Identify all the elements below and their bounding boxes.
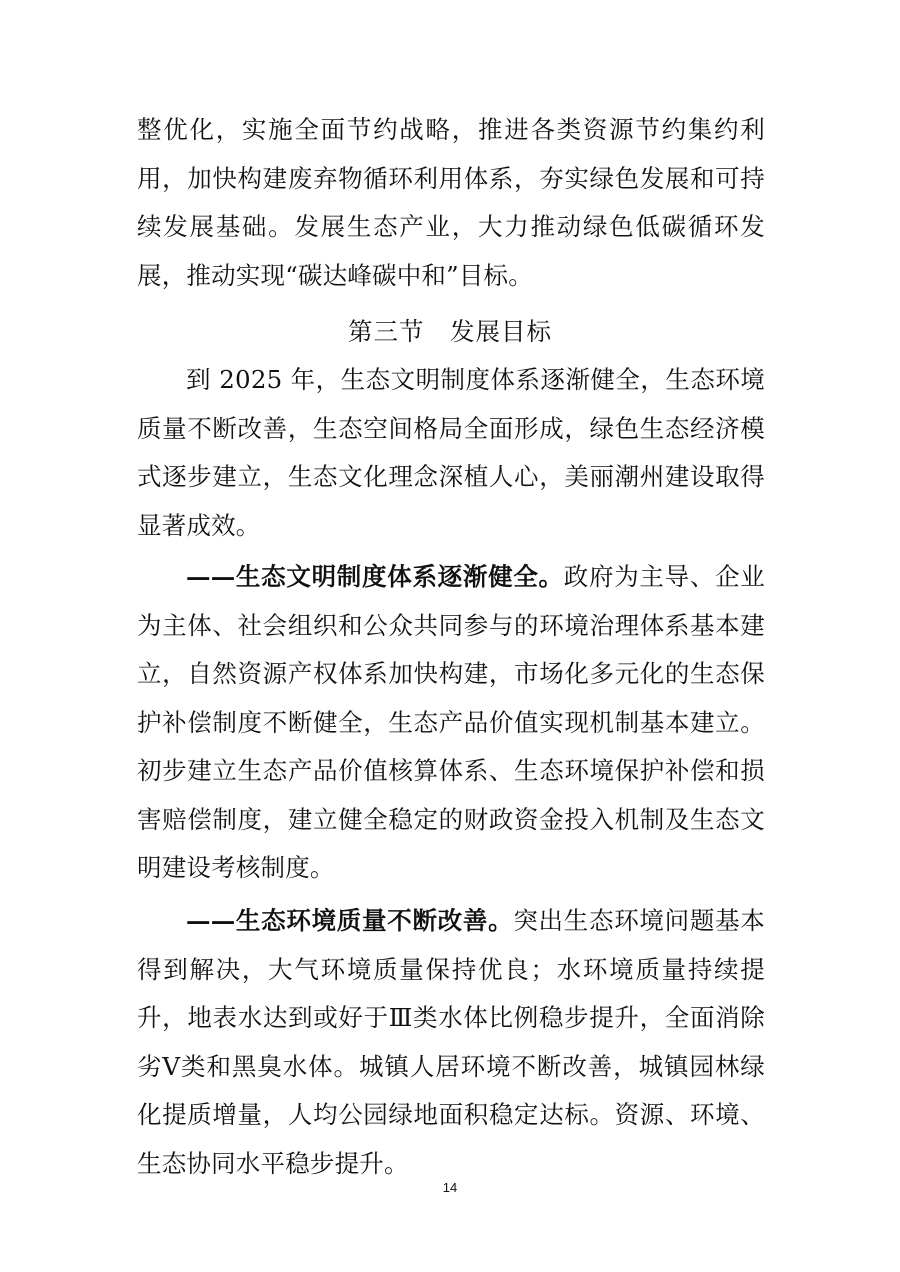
paragraph-goal-2025: 到 2025 年，生态文明制度体系逐渐健全，生态环境质量不断改善，生态空间格局全面形成，绿色生态经济模式逐步建立，生态文化理念深植人心，美丽潮州建设取得显著成效。 — [137, 365, 765, 540]
paragraph-lead-institution: ——生态文明制度体系逐渐健全。 — [186, 562, 564, 591]
paragraph-institution-system — [137, 553, 765, 893]
paragraph-environment-quality — [137, 897, 765, 1188]
page-number: 14 — [442, 1180, 458, 1195]
paragraph-body-environment: 突出生态环境问题基本得到解决，大气环境质量保持优良；水环境质量持续提升，地表水达到或好于Ⅲ类水体比例稳步提升，全面消除劣Ⅴ类和黑臭水体。城镇人居环境不断改善，城镇园林绿化提质增量，人均公园绿地面积稳定达标。资源、环境、生态协同水平稳步提升。 — [137, 906, 765, 1178]
section-heading: 第三节 发展目标 — [348, 317, 552, 346]
paragraph-body-institution: 政府为主导、企业为主体、社会组织和公众共同参与的环境治理体系基本建立，自然资源产权体系加快构建，市场化多元化的生态保护补偿制度不断健全，生态产品价值实现机制基本建立。初步建立生态产品价值核算体系、生态环境保护补偿和损害赔偿制度，建立健全稳定的财政资金投入机制及生态文明建设考核制度。 — [137, 562, 765, 882]
paragraph-lead-environment: ——生态环境质量不断改善。 — [186, 906, 514, 935]
paragraph-intro-continued: 整优化，实施全面节约战略，推进各类资源节约集约利用，加快构建废弃物循环利用体系，夯实绿色发展和可持续发展基础。发展生态产业，大力推动绿色低碳循环发展，推动实现“碳达峰碳中和”目标。 — [137, 115, 765, 290]
